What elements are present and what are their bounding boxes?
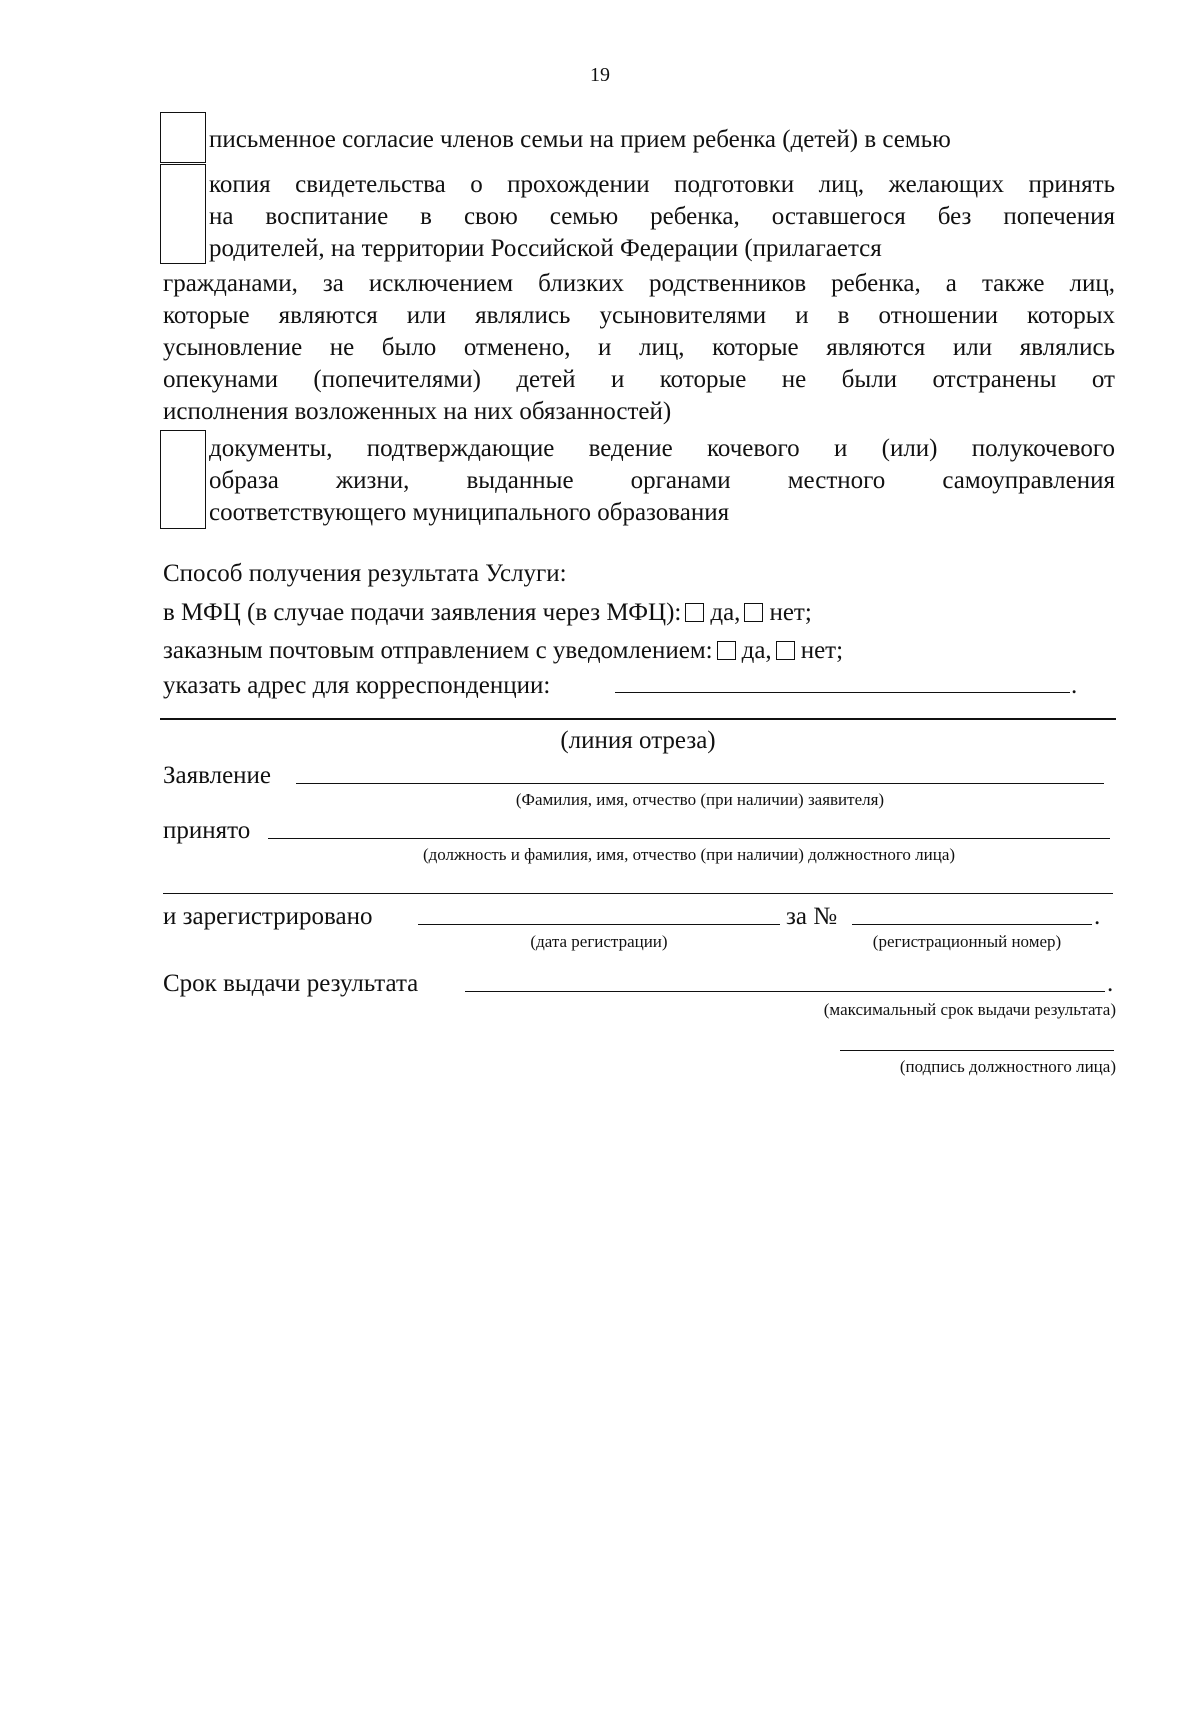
result-method-heading: Способ получения результата Услуги: (163, 560, 567, 587)
deadline-end-dot: . (1107, 970, 1114, 997)
mfc-option-label: в МФЦ (в случае подачи заявления через МФЦ): (163, 599, 682, 626)
registration-number-label: за № (786, 903, 838, 930)
cut-line-label: (линия отреза) (560, 727, 716, 754)
nomadic-documents-checkbox[interactable] (160, 430, 206, 529)
official-name-field[interactable] (268, 838, 1110, 839)
mfc-no-label: нет; (769, 599, 812, 626)
page-number: 19 (590, 64, 610, 86)
training-certificate-line-3: родителей, на территории Российской Федерации (прилагается (209, 235, 882, 262)
official-name-hint: (должность и фамилия, имя, отчество (при наличии) должностного лица) (422, 845, 956, 864)
registration-date-field[interactable] (418, 924, 780, 925)
registration-number-hint: (регистрационный номер) (872, 932, 1062, 951)
mail-yes-label: да, (741, 637, 772, 664)
nomadic-documents-line-1: документы, подтверждающие ведение кочевого и (или) полукочевого (209, 435, 1115, 462)
mfc-option-row (163, 597, 812, 628)
deadline-hint: (максимальный срок выдачи результата) (823, 1000, 1116, 1019)
training-certificate-continuation-1: гражданами, за исключением близких родственников ребенка, а также лиц, (163, 270, 1115, 297)
training-certificate-continuation-2: которые являются или являлись усыновителями и в отношении которых (163, 302, 1115, 329)
mail-option-label: заказным почтовым отправлением с уведомлением: (163, 637, 713, 664)
deadline-label: Срок выдачи результата (163, 970, 419, 997)
registration-date-hint: (дата регистрации) (530, 932, 668, 951)
signature-hint: (подпись должностного лица) (899, 1057, 1116, 1076)
training-certificate-checkbox[interactable] (160, 164, 206, 264)
address-label: указать адрес для корреспонденции: (163, 672, 551, 699)
training-certificate-continuation-3: усыновление не было отменено, и лиц, которые являются или являлись (163, 334, 1115, 361)
official-name-field-continued[interactable] (163, 893, 1113, 894)
training-certificate-continuation-4: опекунами (попечителями) детей и которые не были отстранены от (163, 366, 1115, 393)
address-field[interactable] (615, 692, 1070, 693)
nomadic-documents-line-2: образа жизни, выданные органами местного самоуправления (209, 467, 1115, 494)
training-certificate-line-1: копия свидетельства о прохождении подготовки лиц, желающих принять (209, 171, 1115, 198)
mail-no-checkbox[interactable] (776, 641, 795, 660)
applicant-name-hint: (Фамилия, имя, отчество (при наличии) заявителя) (515, 790, 885, 809)
training-certificate-continuation-5: исполнения возложенных на них обязанностей) (163, 398, 672, 425)
registration-number-end-dot: . (1094, 903, 1101, 930)
mail-yes-checkbox[interactable] (717, 641, 736, 660)
address-end-dot: . (1071, 672, 1078, 699)
cut-line-divider (160, 718, 1116, 720)
signature-field[interactable] (840, 1050, 1114, 1051)
nomadic-documents-line-3: соответствующего муниципального образования (209, 499, 730, 526)
applicant-name-field[interactable] (296, 783, 1104, 784)
mfc-no-checkbox[interactable] (744, 603, 763, 622)
mail-no-label: нет; (800, 637, 844, 664)
consent-item-text: письменное согласие членов семьи на прием ребенка (детей) в семью (209, 126, 951, 153)
mfc-yes-label: да, (710, 599, 741, 626)
accepted-label: принято (163, 817, 251, 844)
registration-number-field[interactable] (852, 924, 1092, 925)
mfc-yes-checkbox[interactable] (685, 603, 704, 622)
training-certificate-line-2: на воспитание в свою семью ребенка, оставшегося без попечения (209, 203, 1115, 230)
registered-label: и зарегистрировано (163, 903, 373, 930)
statement-label: Заявление (163, 762, 272, 789)
mail-option-row (163, 635, 843, 666)
consent-checkbox[interactable] (160, 112, 206, 163)
deadline-field[interactable] (465, 991, 1105, 992)
